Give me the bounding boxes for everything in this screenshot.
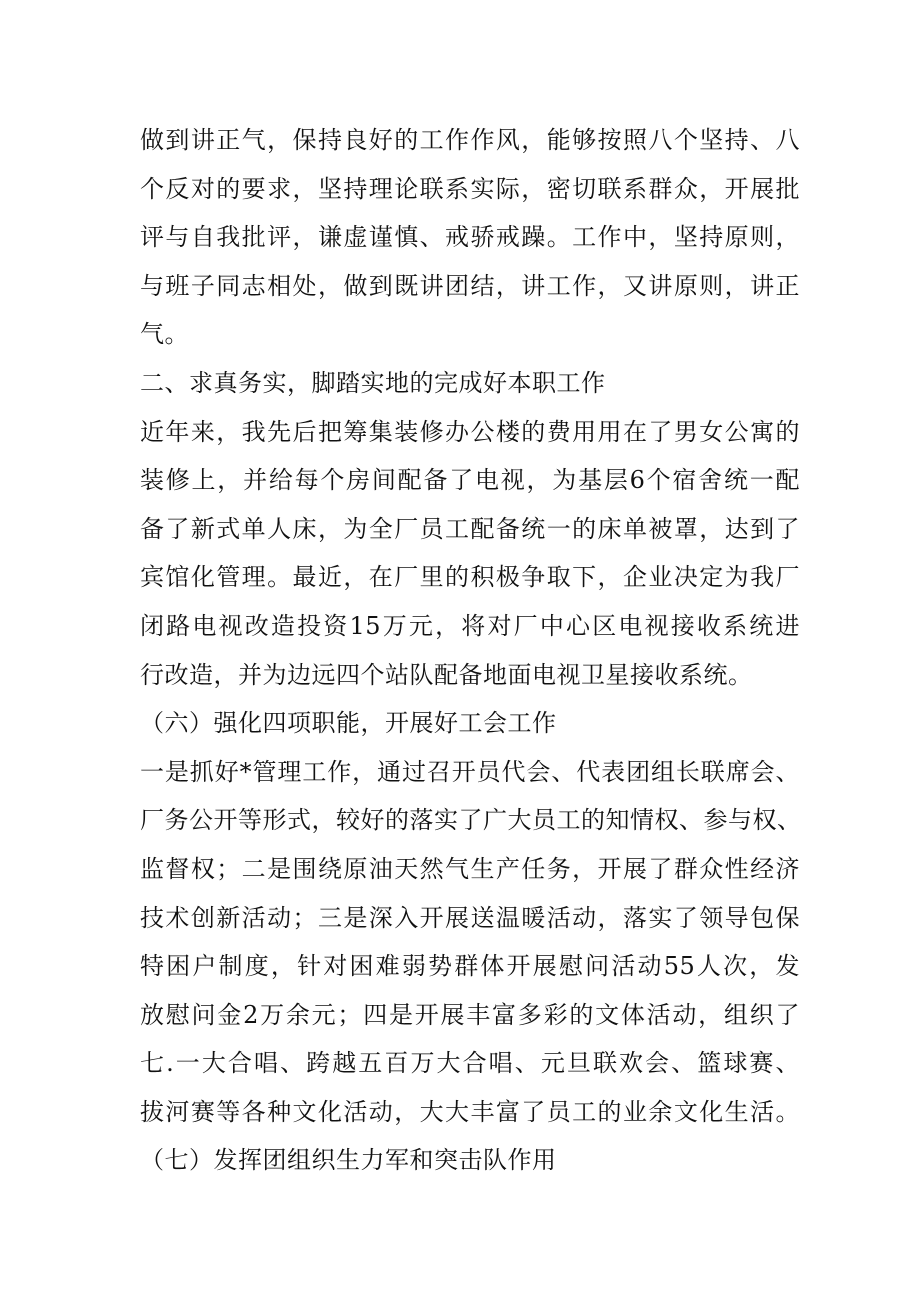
paragraph-line: 拔河赛等各种文化活动，大大丰富了员工的业余文化生活。 bbox=[140, 1097, 800, 1126]
paragraph-line: 技术创新活动；三是深入开展送温暖活动，落实了领导包保 bbox=[140, 903, 800, 932]
paragraph-line: 厂务公开等形式，较好的落实了广大员工的知情权、参与权、 bbox=[140, 806, 802, 835]
paragraph-line: 特困户制度，针对困难弱势群体开展慰问活动55人次，发 bbox=[140, 952, 800, 981]
paragraph-line: 备了新式单人床，为全厂员工配备统一的床单被罩，达到了 bbox=[140, 514, 800, 543]
paragraph-line: 个反对的要求，坚持理论联系实际，密切联系群众，开展批 bbox=[140, 174, 800, 203]
document-body bbox=[140, 116, 800, 1185]
paragraph-line: 监督权；二是围绕原油天然气生产任务，开展了群众性经济 bbox=[140, 854, 800, 883]
paragraph-line: 气。 bbox=[140, 320, 189, 349]
section-heading: （七）发挥团组织生力军和突击队作用 bbox=[140, 1146, 557, 1175]
paragraph-line: 宾馆化管理。最近，在厂里的积极争取下，企业决定为我厂 bbox=[140, 563, 800, 592]
paragraph-line: 装修上，并给每个房间配备了电视，为基层6个宿舍统一配 bbox=[140, 466, 800, 495]
paragraph-line: 近年来，我先后把筹集装修办公楼的费用用在了男女公寓的 bbox=[140, 417, 800, 446]
section-heading: 二、求真务实，脚踏实地的完成好本职工作 bbox=[140, 368, 606, 397]
paragraph-line: 评与自我批评，谦虚谨慎、戒骄戒躁。工作中，坚持原则， bbox=[140, 223, 800, 252]
section-heading: （六）强化四项职能，开展好工会工作 bbox=[140, 709, 557, 738]
paragraph-line: 放慰问金2万余元；四是开展丰富多彩的文体活动，组织了 bbox=[140, 1000, 800, 1029]
paragraph-line: 一是抓好*管理工作，通过召开员代会、代表团组长联席会、 bbox=[140, 757, 800, 786]
paragraph-line: 行改造，并为边远四个站队配备地面电视卫星接收系统。 bbox=[140, 660, 753, 689]
paragraph-line: 做到讲正气，保持良好的工作作风，能够按照八个坚持、八 bbox=[140, 126, 800, 154]
paragraph-line: 与班子同志相处，做到既讲团结，讲工作，又讲原则，讲正 bbox=[140, 271, 800, 300]
paragraph-line: 七.一大合唱、跨越五百万大合唱、元旦联欢会、篮球赛、 bbox=[140, 1049, 800, 1078]
paragraph-line: 闭路电视改造投资15万元，将对厂中心区电视接收系统进 bbox=[140, 611, 800, 640]
